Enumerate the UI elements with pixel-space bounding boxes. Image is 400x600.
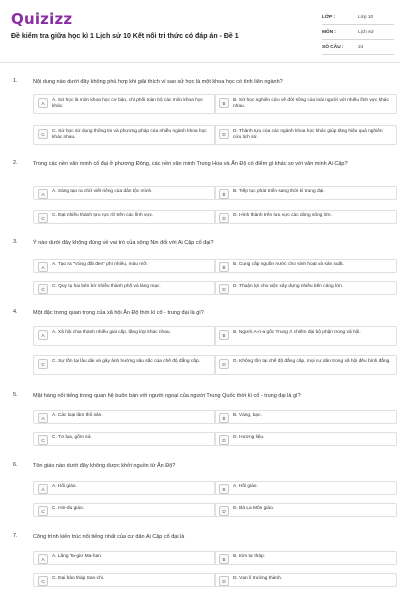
- option-text: A. Tạo ra "Vùng đất đen" phì nhiêu, màu mỡ.: [52, 262, 148, 267]
- option-text: C. Quy tụ hai bên bờ nhiều thành phố và làng mạc.: [52, 284, 161, 289]
- meta-key: SỐ CÂU :: [322, 44, 344, 50]
- option-a[interactable]: [33, 326, 216, 346]
- question-number: 1.: [13, 78, 18, 84]
- option-letter: D: [219, 129, 229, 139]
- option-letter: D: [219, 506, 229, 516]
- option-text: D. Vạn lí trường thành.: [233, 576, 283, 581]
- option-text: D. Hình thành trên lưu vực các dòng sông lớn.: [233, 213, 332, 218]
- option-text: D. Hương liệu.: [233, 435, 265, 440]
- option-text: B. Cung cấp nguồn nước cho sinh hoạt và sản xuất.: [233, 262, 344, 267]
- option-text: B. Sử học nghiên cứu về đời sống của loài người với nhiều lĩnh vực khác nhau.: [233, 98, 389, 110]
- meta-row-class: [322, 10, 394, 25]
- option-d[interactable]: [214, 432, 397, 446]
- option-letter: C: [38, 359, 48, 369]
- question-number: 5.: [13, 392, 18, 398]
- option-letter: A: [38, 98, 48, 108]
- option-text: A. Lăng Ta-giơ Ma-han.: [52, 554, 103, 559]
- option-letter: B: [219, 413, 229, 423]
- option-text: C. Đại bảo tháp San-chi.: [52, 576, 105, 581]
- question-text: Công trình kiến trúc nổi tiếng nhất của cư dân Ai Cập cổ đại là: [33, 534, 185, 540]
- option-letter: C: [38, 129, 48, 139]
- meta-row-subject: [322, 25, 394, 40]
- meta-key: LỚP :: [322, 14, 336, 20]
- option-letter: D: [219, 435, 229, 445]
- option-text: B. Người A-ri-a gốc Trung Á chiếm đại bộ phận trong xã hội.: [233, 330, 361, 335]
- option-d[interactable]: [214, 355, 397, 375]
- option-letter: D: [219, 213, 229, 223]
- option-c[interactable]: [33, 125, 216, 145]
- option-b[interactable]: [214, 410, 397, 424]
- option-text: C. Sự tồn tại lâu dài và gây ảnh hưởng sâu sắc của chế độ đẳng cấp.: [52, 359, 200, 364]
- option-a[interactable]: [33, 551, 216, 565]
- page-title: Đề kiểm tra giữa học kì 1 Lịch sử 10 Kết nối tri thức có đáp án - Đề 1: [11, 33, 239, 40]
- option-letter: C: [38, 213, 48, 223]
- question-text: Nội dung nào dưới đây không phù hợp khi giải thích vì sao sử học là một khoa học có tính liên ngành?: [33, 79, 283, 85]
- option-a[interactable]: [33, 410, 216, 424]
- option-d[interactable]: [214, 503, 397, 517]
- option-letter: C: [38, 576, 48, 586]
- quizizz-logo: Quizizz: [11, 10, 73, 28]
- meta-value: Lớp 10: [358, 14, 374, 20]
- option-letter: B: [219, 262, 229, 272]
- option-text: B. Vàng, bạc.: [233, 413, 262, 418]
- meta-key: MÔN :: [322, 29, 337, 35]
- option-text: A. Sáng tạo ra chữ viết riêng của dân tộc mình.: [52, 189, 153, 194]
- option-text: A. Hồi giáo.: [52, 484, 77, 489]
- option-letter: B: [219, 98, 229, 108]
- option-c[interactable]: [33, 281, 216, 295]
- question-text: Mặt hàng nổi tiếng trong quan hệ buôn bán với người ngoại của người Trung Quốc thời kì cổ - trung đại là gì?: [33, 393, 301, 399]
- option-text: C. Sử học sử dụng thông tin và phương pháp của nhiều ngành khoa học khác nhau.: [52, 129, 207, 141]
- question-text: Ý nào dưới đây không đúng về vai trò của sông Nin đối với Ai Cập cổ đại?: [33, 240, 214, 246]
- option-letter: A: [38, 330, 48, 340]
- option-letter: B: [219, 484, 229, 494]
- option-letter: B: [219, 330, 229, 340]
- option-text: B. Tiếp tục phát triển sang thời kì trung đại.: [233, 189, 325, 194]
- option-text: A. Xã hội chia thành nhiều giai cấp, tầng lớp khác nhau.: [52, 330, 171, 335]
- question-text: Một đặc trưng quan trọng của xã hội Ấn Độ thời kì cổ - trung đại là gì?: [33, 310, 204, 316]
- option-text: D. Thuận lợi cho việc xây dựng nhiều bến cảng lớn.: [233, 284, 344, 289]
- question-number: 3.: [13, 239, 18, 245]
- option-letter: C: [38, 284, 48, 294]
- meta-value: 24: [358, 44, 364, 50]
- question-number: 2.: [13, 160, 18, 166]
- option-letter: A: [38, 262, 48, 272]
- option-text: D. Không tồn tại chế độ đẳng cấp, mọi cư dân trong xã hội đều bình đẳng.: [233, 359, 391, 364]
- option-a[interactable]: [33, 94, 216, 114]
- option-letter: A: [38, 413, 48, 423]
- option-letter: B: [219, 189, 229, 199]
- option-b[interactable]: [214, 94, 397, 114]
- option-letter: B: [219, 554, 229, 564]
- question-text: Trong các nền văn minh cổ đại ở phương Đông, các nền văn minh Trung Hoa và Ấn Độ có điểm gì khác so với văn minh Ai Cập?: [33, 161, 348, 167]
- option-b[interactable]: [214, 186, 397, 200]
- option-text: C. Tơ lụa, gốm sứ.: [52, 435, 93, 440]
- option-a[interactable]: [33, 259, 216, 273]
- option-c[interactable]: [33, 573, 216, 587]
- question-number: 7.: [13, 533, 18, 539]
- option-text: D. Bà La Môn giáo.: [233, 506, 275, 511]
- option-text: B. Kim tự tháp.: [233, 554, 266, 559]
- option-a[interactable]: [33, 186, 216, 200]
- question-number: 4.: [13, 309, 18, 315]
- option-d[interactable]: [214, 125, 397, 145]
- option-c[interactable]: [33, 503, 216, 517]
- option-letter: A: [38, 554, 48, 564]
- option-text: C. Hin-đu giáo.: [52, 506, 84, 511]
- question-number: 6.: [13, 462, 18, 468]
- option-c[interactable]: [33, 355, 216, 375]
- option-text: A. Sử học là môn khoa học cơ bản, chỉ phối toàn bộ các môn khoa học khác.: [52, 98, 203, 110]
- meta-box: [322, 10, 394, 55]
- option-text: A. Các loại lâm thổ sản.: [52, 413, 103, 418]
- option-b[interactable]: [214, 551, 397, 565]
- option-letter: A: [38, 189, 48, 199]
- option-letter: C: [38, 506, 48, 516]
- option-letter: D: [219, 284, 229, 294]
- option-b[interactable]: [214, 481, 397, 495]
- option-c[interactable]: [33, 432, 216, 446]
- option-c[interactable]: [33, 210, 216, 224]
- meta-value: Lịch sử: [358, 29, 374, 35]
- option-text: D. Thành tựu của các ngành khoa học khác giúp tăng hiệu quả nghiên cứu lịch sử.: [233, 129, 383, 141]
- option-letter: D: [219, 576, 229, 586]
- option-letter: D: [219, 359, 229, 369]
- option-d[interactable]: [214, 210, 397, 224]
- divider: [0, 62, 400, 63]
- question-text: Tôn giáo nào dưới đây không được khởi nguồn từ Ấn Độ?: [33, 463, 176, 469]
- option-b[interactable]: [214, 259, 397, 273]
- option-d[interactable]: [214, 281, 397, 295]
- meta-row-count: [322, 40, 394, 55]
- option-text: C. Đạt nhiều thành tựu rực rỡ trên các lĩnh vực.: [52, 213, 154, 218]
- option-text: A. Hồi giáo.: [233, 484, 258, 489]
- option-a[interactable]: [33, 481, 216, 495]
- option-d[interactable]: [214, 573, 397, 587]
- option-letter: A: [38, 484, 48, 494]
- option-b[interactable]: [214, 326, 397, 346]
- option-letter: C: [38, 435, 48, 445]
